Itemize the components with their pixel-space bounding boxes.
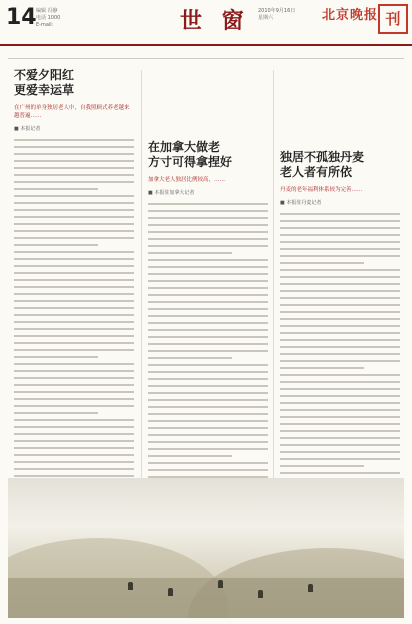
article-3-body bbox=[280, 213, 400, 495]
person-figure bbox=[168, 588, 173, 596]
editor-line: 编辑 冯静 bbox=[36, 8, 58, 14]
email-line: E-mail: bbox=[36, 22, 54, 28]
page-header bbox=[0, 0, 412, 46]
masthead-title: 北京晚报 bbox=[322, 8, 379, 23]
headline-line: 更爱幸运草 bbox=[14, 83, 75, 97]
person-figure bbox=[308, 584, 313, 592]
article-3-intro: 丹麦的老年福利体系较为完善…… bbox=[280, 187, 363, 193]
article-1-body bbox=[14, 139, 134, 498]
article-1-intro: 在广州的单身独居老人中，自我照顾式养老越来越普遍…… bbox=[14, 105, 130, 119]
page-number: 14 bbox=[6, 5, 37, 30]
person-figure bbox=[258, 590, 263, 598]
issue-date bbox=[258, 8, 318, 22]
article-3-headline bbox=[280, 150, 400, 180]
article-2-headline bbox=[148, 140, 268, 170]
header-rule bbox=[8, 58, 404, 59]
article-2-byline: ■ 本报驻加拿大记者 bbox=[148, 190, 195, 196]
person-figure bbox=[128, 582, 133, 590]
masthead-seal: 刊 bbox=[378, 4, 408, 34]
section-title: 世 窗 bbox=[180, 8, 250, 34]
headline-line: 独居不孤独丹麦 bbox=[280, 150, 365, 164]
article-3-byline: ■ 本报驻丹麦记者 bbox=[280, 200, 322, 206]
article-1-headline bbox=[14, 68, 134, 98]
person-figure bbox=[218, 580, 223, 588]
landscape-photo bbox=[8, 478, 404, 618]
headline-line: 在加拿大做老 bbox=[148, 140, 221, 154]
grass-band bbox=[8, 578, 404, 618]
column-divider bbox=[273, 70, 274, 510]
weekday-line: 星期六 bbox=[258, 15, 274, 21]
editor-info bbox=[36, 8, 146, 29]
column-divider bbox=[141, 70, 142, 510]
phone-line: 电话 1000 bbox=[36, 15, 61, 21]
headline-line: 不爱夕阳红 bbox=[14, 68, 75, 82]
article-2-intro: 加拿大老人独居比例较高，…… bbox=[148, 177, 226, 183]
article-1-byline: ■ 本报记者 bbox=[14, 126, 41, 132]
date-line: 2010年9月16日 bbox=[258, 8, 296, 14]
article-2-body bbox=[148, 203, 268, 485]
article-1 bbox=[14, 68, 134, 503]
masthead-logo bbox=[322, 4, 408, 34]
article-3 bbox=[280, 150, 400, 500]
article-2 bbox=[148, 140, 268, 490]
headline-line: 方寸可得拿捏好 bbox=[148, 155, 233, 169]
headline-line: 老人者有所依 bbox=[280, 165, 353, 179]
